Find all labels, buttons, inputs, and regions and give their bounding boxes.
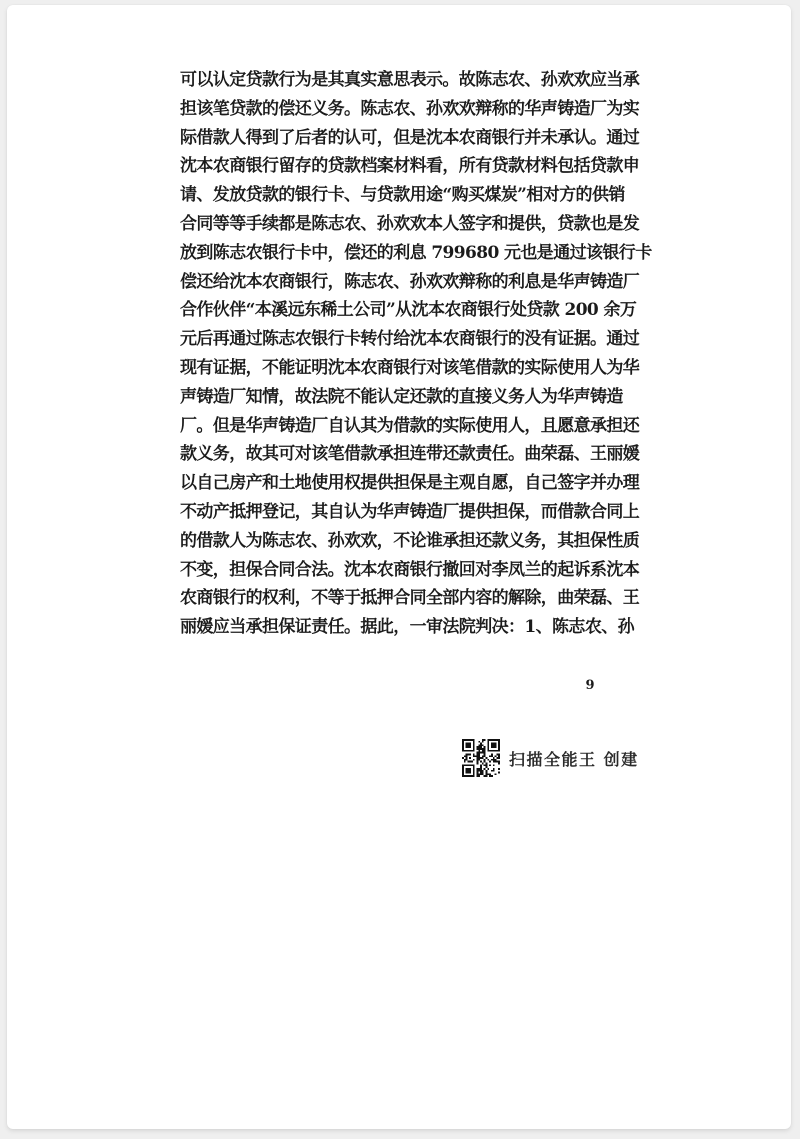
text-line: 担该笔贷款的偿还义务。陈志农、孙欢欢辩称的华声铸造厂为实 xyxy=(180,98,640,119)
text-line: 放到陈志农银行卡中，偿还的利息 799680 元也是通过该银行卡 xyxy=(180,242,652,263)
text-line: 不变，担保合同合法。沈本农商银行撤回对李凤兰的起诉系沈本 xyxy=(180,559,640,580)
text-line: 丽媛应当承担保证责任。据此，一审法院判决：1、陈志农、孙 xyxy=(180,617,635,638)
text-line: 际借款人得到了后者的认可，但是沈本农商银行并未承认。通过 xyxy=(180,127,640,148)
text-line: 合作伙伴“本溪远东稀土公司”从沈本农商银行处贷款 200 余万 xyxy=(180,300,637,321)
text-line: 厂。但是华声铸造厂自认其为借款的实际使用人，且愿意承担还 xyxy=(180,415,640,436)
text-line: 偿还给沈本农商银行，陈志农、孙欢欢辩称的利息是华声铸造厂 xyxy=(180,271,640,292)
text-line: 合同等等手续都是陈志农、孙欢欢本人签字和提供，贷款也是发 xyxy=(180,213,640,234)
page-number: 9 xyxy=(585,678,595,693)
qr-code-icon xyxy=(462,739,500,777)
text-line: 声铸造厂知情，故法院不能认定还款的直接义务人为华声铸造 xyxy=(180,386,623,407)
text-line: 元后再通过陈志农银行卡转付给沈本农商银行的没有证据。通过 xyxy=(180,329,640,350)
text-line: 不动产抵押登记，其自认为华声铸造厂提供担保，而借款合同上 xyxy=(180,501,640,522)
text-line: 沈本农商银行留存的贷款档案材料看，所有贷款材料包括贷款申 xyxy=(180,156,640,177)
qr-caption-label: 扫描全能王 创建 xyxy=(509,749,639,769)
text-line: 的借款人为陈志农、孙欢欢，不论谁承担还款义务，其担保性质 xyxy=(180,530,640,551)
text-line: 款义务，故其可对该笔借款承担连带还款责任。曲荣磊、王丽媛 xyxy=(180,444,640,465)
text-line: 农商银行的权利，不等于抵押合同全部内容的解除，曲荣磊、王 xyxy=(180,588,640,609)
text-line: 请、发放贷款的银行卡、与贷款用途“购买煤炭”相对方的供销 xyxy=(180,185,625,206)
text-line: 以自己房产和土地使用权提供担保是主观自愿，自己签字并办理 xyxy=(180,473,640,494)
text-line: 可以认定贷款行为是其真实意思表示。故陈志农、孙欢欢应当承 xyxy=(180,70,640,90)
text-line: 现有证据，不能证明沈本农商银行对该笔借款的实际使用人为华 xyxy=(180,357,640,378)
document-page xyxy=(7,5,791,1129)
scanner-watermark xyxy=(462,739,639,777)
judgment-body-text xyxy=(180,66,652,642)
